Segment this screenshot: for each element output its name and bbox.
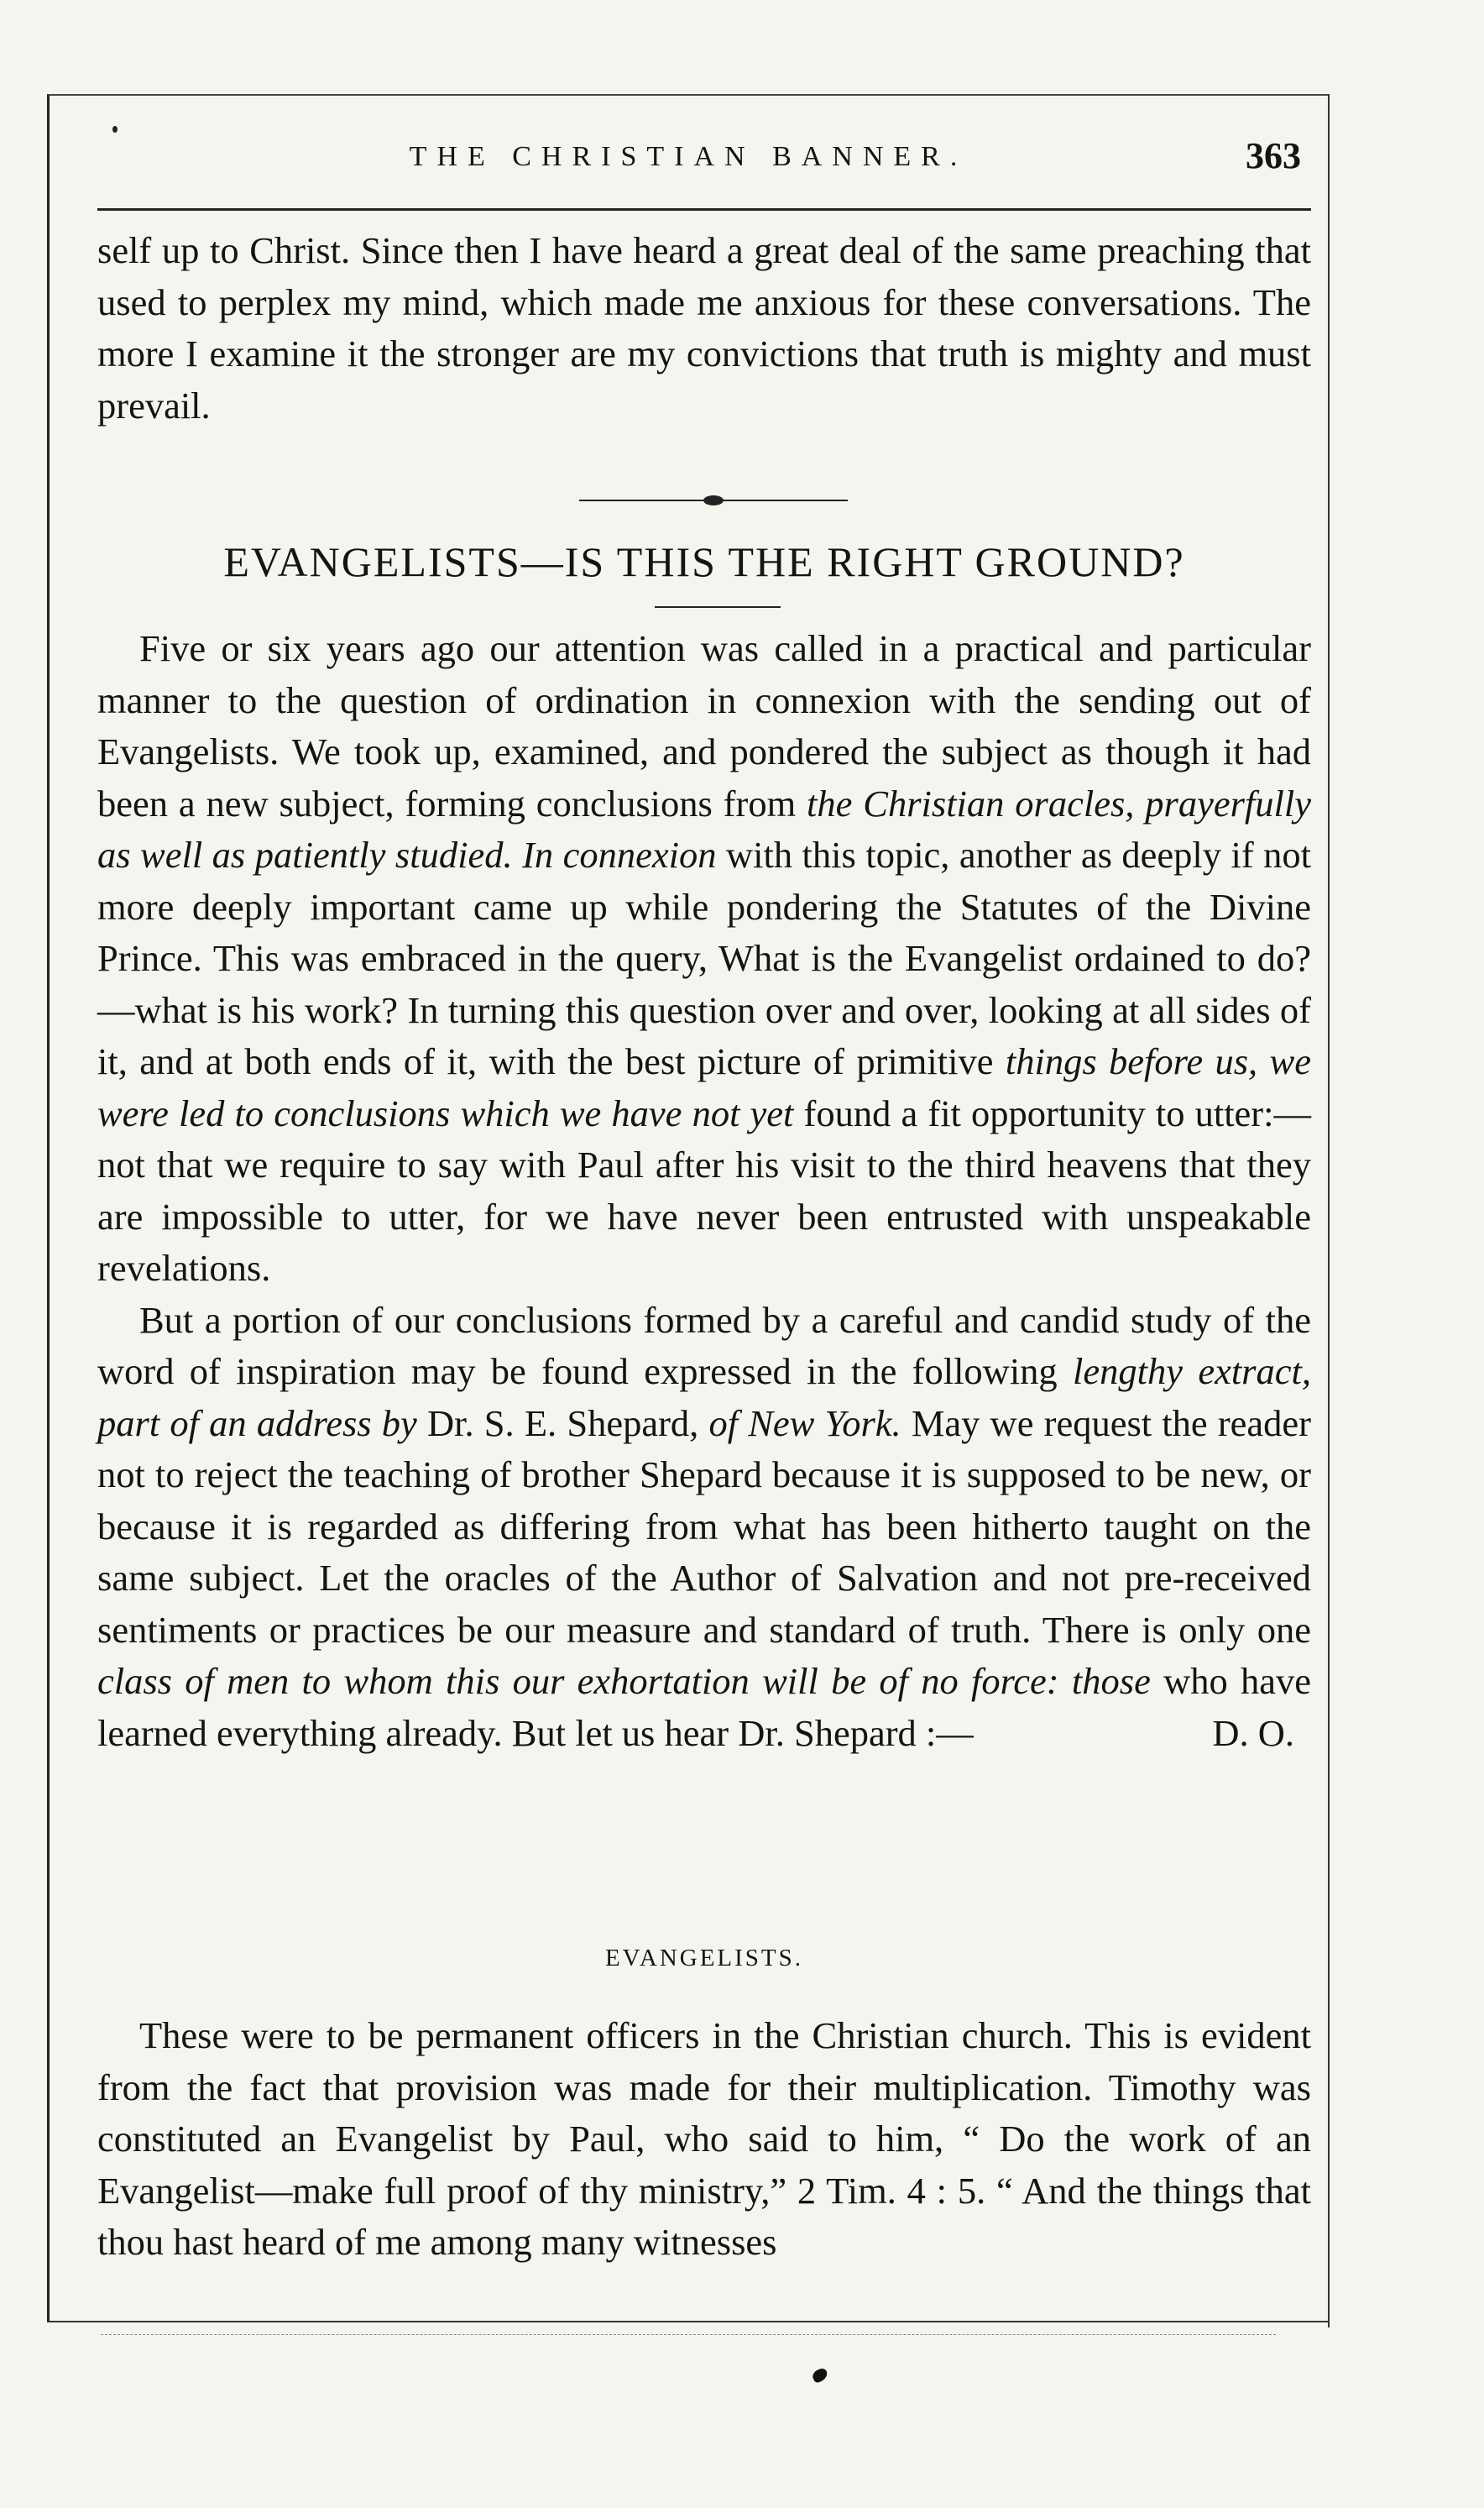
extract-paragraph: These were to be permanent officers in the Christian church. This is evident from the fact that provision was made for their multiplication. Timothy was constituted an Evangelist by Paul, who said to him, “ Do the work of an Evangelist—make full proof of thy ministry,” 2 Tim. 4 : 5. “ And the things that thou hast heard of me among many witnesses	[97, 2014, 1311, 2263]
intro-paragraph: self up to Christ. Since then I have heard a great deal of the same preaching that used to perplex my mind, which made me anxious for these conversations. The more I examine it the stronger are my convictions that truth is mighty and must prevail.	[97, 229, 1311, 427]
intro-text	[97, 225, 1311, 432]
article-paragraph-1	[97, 623, 1311, 1295]
p2-italic-a: lengthy extract, part of an address by	[97, 1350, 1311, 1444]
bottom-border-rule	[47, 2321, 1330, 2322]
ink-speck	[112, 126, 118, 133]
p1-text-c: found a fit opportunity to utter:—not that we require to say with Paul after his visit to the third heavens that they are impossible to utter, for we have never been entrusted with unspeakable revelations.	[97, 1092, 1311, 1289]
p1-italic-b: things before us, we were led to conclusions which we have not yet	[97, 1040, 1311, 1134]
divider-dot	[703, 495, 724, 505]
ink-blot	[811, 2367, 829, 2384]
extract-body	[97, 2010, 1311, 2269]
extract-subhead: EVANGELISTS.	[604, 1945, 804, 1971]
running-head: THE CHRISTIAN BANNER.	[409, 141, 968, 172]
page-number: 363	[1246, 135, 1301, 176]
title-rule	[655, 606, 781, 608]
p2-text-d: who have learned everything already. But let us hear Dr. Shepard :—	[97, 1660, 1311, 1754]
article-paragraph-2	[97, 1295, 1311, 1760]
article-title: EVANGELISTS—IS THIS THE RIGHT GROUND?	[223, 538, 1185, 585]
p2-italic-c: class of men to whom this our exhortation will be of no force: those	[97, 1660, 1151, 1702]
signature: D. O.	[1212, 1711, 1294, 1754]
section-divider-ornament	[579, 495, 848, 505]
article-body	[97, 623, 1311, 1759]
header-rule	[97, 208, 1311, 211]
p2-text-a: But a portion of our conclusions formed by a careful and candid study of the word of inspiration may be found expressed in the following	[97, 1298, 1311, 1392]
right-border-rule	[1328, 94, 1330, 2327]
p2-text-c: May we request the reader not to reject the teaching of brother Shepard because it is supposed to be new, or because it is regarded as differing from what has been hitherto taught on the same subject. Let the oracles of the Author of Salvation and not pre-received sentiments or practices be our measure and standard of truth. There is only one	[97, 1401, 1311, 1651]
p1-italic-a: the Christian oracles, prayerfully as well as patiently studied. In connexion	[97, 782, 1311, 876]
p2-italic-b: of New York.	[708, 1401, 901, 1444]
p1-text-a: Five or six years ago our attention was called in a practical and particular manner to the question of ordination in connexion with the sending out of Evangelists. We took up, examined, and pondered the subject as though it had been a new subject, forming conclusions from	[97, 627, 1311, 825]
p1-text-b: with this topic, another as deeply if not more deeply important came up while pondering the Statutes of the Divine Prince. This was embraced in the query, What is the Evangelist ordained to do?—what is his work? In turning this question over and over, looking at all sides of it, and at both ends of it, with the best picture of primitive	[97, 834, 1311, 1082]
bottom-dashed-rule	[101, 2334, 1276, 2335]
p2-text-b: Dr. S. E. Shepard,	[416, 1401, 709, 1444]
